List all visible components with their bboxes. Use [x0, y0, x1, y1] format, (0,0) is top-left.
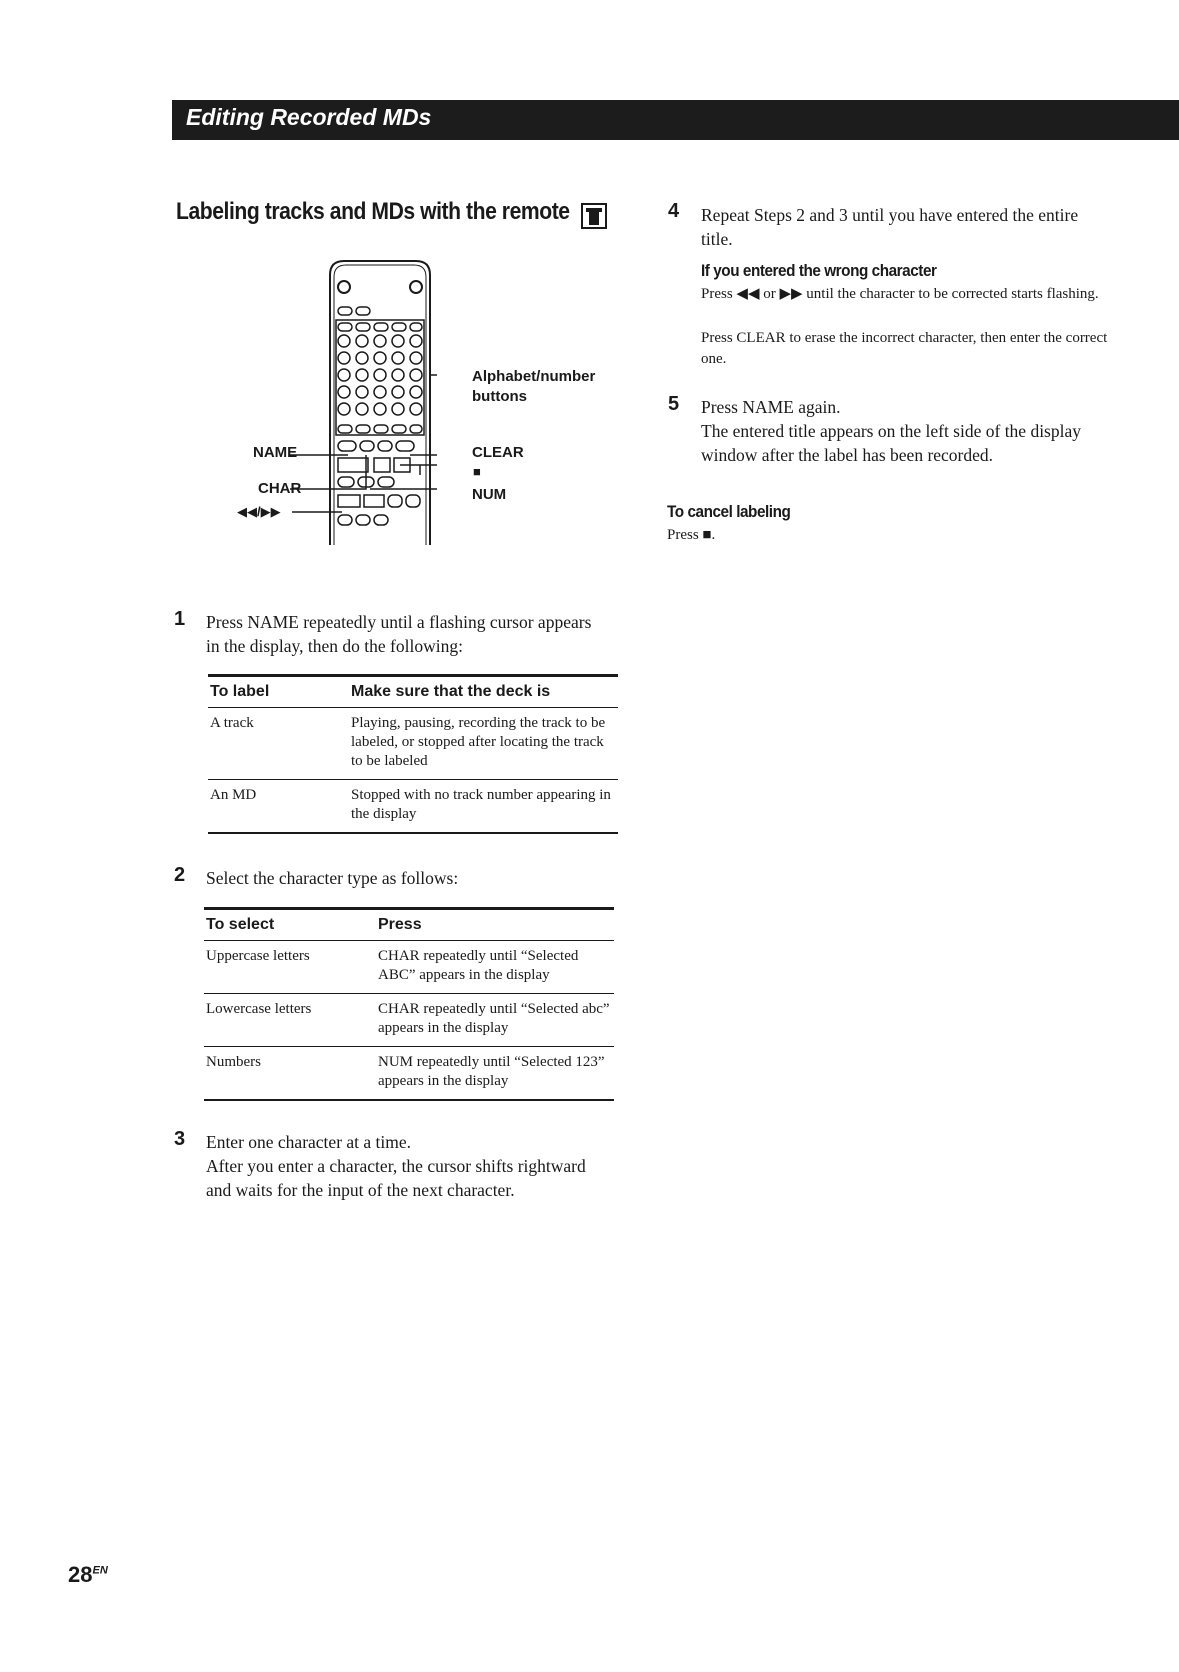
table-cell: An MD — [208, 780, 349, 834]
page-heading: Labeling tracks and MDs with the remote — [176, 198, 570, 225]
cancel-labeling-heading: To cancel labeling — [667, 502, 791, 521]
wrong-character-heading: If you entered the wrong character — [701, 261, 937, 280]
character-type-table — [204, 907, 614, 1101]
remote-icon — [581, 203, 607, 229]
step-2-text: Select the character type as follows: — [206, 868, 459, 888]
table-cell: Numbers — [204, 1047, 376, 1101]
step-3-number: 3 — [174, 1128, 186, 1150]
step-5-number: 5 — [668, 393, 680, 415]
label-stop: ■ — [473, 464, 481, 479]
table-row — [208, 708, 618, 780]
page-number — [68, 1562, 108, 1588]
table-cell: NUM repeatedly until “Selected 123” appears in the display — [376, 1047, 614, 1101]
step-4-number: 4 — [668, 200, 680, 222]
table-cell: Stopped with no track number appearing in the display — [349, 780, 618, 834]
table-cell: A track — [208, 708, 349, 780]
label-alphabet-number-buttons: Alphabet/number buttons — [472, 368, 596, 405]
label-char: CHAR — [258, 480, 302, 497]
page-number-suffix: EN — [92, 1564, 108, 1577]
step-5-line1: Press NAME again. — [701, 397, 841, 417]
step-3-line2: After you enter a character, the cursor shifts rightward and waits for the input of the next character. — [206, 1156, 586, 1200]
table-cell: Playing, pausing, recording the track to be labeled, or stopped after locating the track to be labeled — [349, 708, 618, 780]
table-row — [204, 994, 614, 1047]
table-cell: CHAR repeatedly until “Selected ABC” appears in the display — [376, 941, 614, 994]
table-cell: Uppercase letters — [204, 941, 376, 994]
step-4-text: Repeat Steps 2 and 3 until you have entered the entire title. — [701, 205, 1079, 249]
label-name: NAME — [253, 444, 298, 461]
wrong-character-line2: Press CLEAR to erase the incorrect character, then enter the correct one. — [701, 330, 1108, 367]
table-row — [204, 1047, 614, 1101]
step-5-line2: The entered title appears on the left side of the display window after the label has been recorded. — [701, 421, 1082, 465]
table-cell: CHAR repeatedly until “Selected abc” appears in the display — [376, 994, 614, 1047]
label-skip: ◀◀/▶▶ — [237, 504, 281, 519]
cancel-labeling-text: Press ■. — [667, 527, 716, 543]
table1-header-to-label: To label — [208, 676, 349, 708]
table-cell: Lowercase letters — [204, 994, 376, 1047]
table2-header-press: Press — [376, 909, 614, 941]
step-3-line1: Enter one character at a time. — [206, 1132, 412, 1152]
step-1-text: Press NAME repeatedly until a flashing cursor appears in the display, then do the following: — [206, 612, 592, 656]
table2-header-to-select: To select — [204, 909, 376, 941]
page-number-value: 28 — [68, 1562, 93, 1587]
table1-header-deck-state: Make sure that the deck is — [349, 676, 618, 708]
label-num: NUM — [472, 486, 507, 503]
step-1-number: 1 — [174, 608, 186, 630]
label-target-table — [208, 674, 618, 834]
step-2-number: 2 — [174, 864, 186, 886]
wrong-character-line1: Press ◀◀ or ▶▶ until the character to be corrected starts flashing. — [701, 286, 1099, 302]
table-row — [204, 941, 614, 994]
label-clear: CLEAR — [472, 444, 524, 461]
table-row — [208, 780, 618, 834]
section-title: Editing Recorded MDs — [186, 104, 432, 130]
